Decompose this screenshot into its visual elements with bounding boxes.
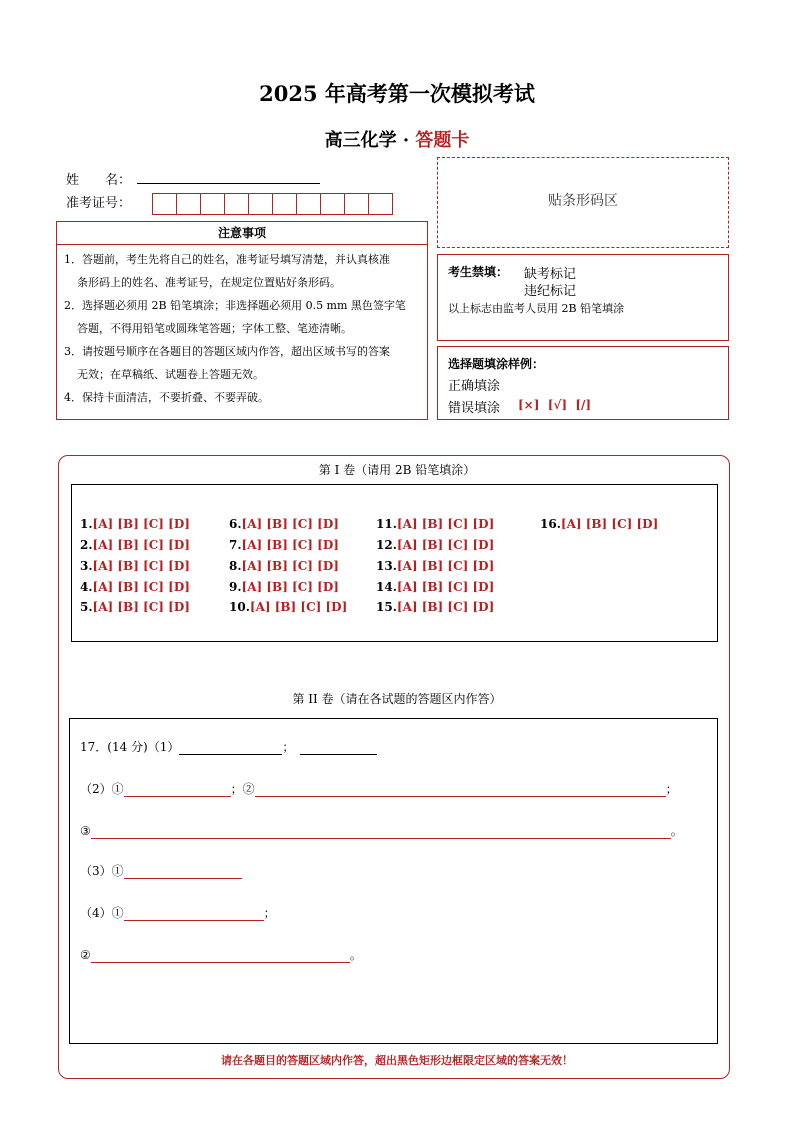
notice-line: 答题，不得用铅笔或圆珠笔答题；字体工整、笔迹清晰。	[77, 322, 352, 335]
barcode-label: 贴条形码区	[548, 193, 618, 209]
period: 。	[349, 948, 362, 962]
sample-box	[437, 346, 729, 420]
mcq-question	[80, 538, 190, 552]
mcq-question	[376, 517, 494, 531]
mcq-question	[80, 580, 190, 594]
answer-bubbles[interactable]: [A] [B] [C] [D]	[396, 559, 495, 573]
mcq-question	[229, 517, 339, 531]
answer-blank[interactable]	[91, 948, 350, 963]
answer-bubbles[interactable]: [A] [B] [C] [D]	[92, 600, 190, 614]
mcq-question	[376, 600, 494, 614]
subject-label: 高三化学 ·	[324, 130, 416, 151]
question-number: 13.	[376, 559, 397, 573]
answer-bubbles[interactable]: [A] [B] [C] [D]	[241, 517, 339, 531]
question-number: 8.	[229, 559, 242, 573]
exam-id-label: 准考证号：	[66, 196, 132, 211]
answer-bubbles[interactable]: [A] [B] [C] [D]	[92, 538, 190, 552]
name-field[interactable]	[137, 183, 320, 184]
id-digit-box[interactable]	[272, 193, 297, 215]
answer-blank[interactable]	[179, 740, 282, 755]
answer-bubbles[interactable]: [A] [B] [C] [D]	[396, 517, 495, 531]
notice-line: 无效；在草稿纸、试题卷上答题无效。	[77, 368, 264, 381]
notice-title: 注意事项	[217, 226, 266, 240]
violation-mark[interactable]: 违纪标记	[524, 284, 577, 299]
wrong-label: 错误填涂	[448, 401, 501, 416]
notice-box	[56, 244, 428, 420]
answer-blank[interactable]	[91, 824, 671, 839]
question-number: 14.	[376, 580, 397, 594]
mcq-question	[80, 559, 190, 573]
mcq-question	[540, 517, 658, 531]
question-number: 5.	[80, 600, 93, 614]
q17-line6	[80, 946, 362, 963]
wrong-marks: [×] [√] [/]	[518, 398, 592, 412]
question-number: 11.	[376, 517, 397, 531]
mcq-question	[376, 538, 494, 552]
answer-bubbles[interactable]: [A] [B] [C] [D]	[396, 538, 495, 552]
exam-id-boxes[interactable]	[152, 193, 392, 215]
circle-label: ②	[242, 782, 255, 796]
id-digit-box[interactable]	[152, 193, 177, 215]
id-digit-box[interactable]	[200, 193, 225, 215]
mcq-question	[80, 517, 190, 531]
question-number: 16.	[540, 517, 561, 531]
question-number: 1.	[80, 517, 93, 531]
part1-title: 第 I 卷（请用 2B 铅笔填涂）	[318, 463, 476, 477]
answer-bubbles[interactable]: [A] [B] [C] [D]	[241, 538, 339, 552]
q17-line5	[80, 904, 276, 921]
question-number: 3.	[80, 559, 93, 573]
period: 。	[670, 824, 683, 838]
sub-question-label: （4）①	[80, 906, 124, 920]
mcq-question	[229, 559, 339, 573]
question-number: 7.	[229, 538, 242, 552]
id-digit-box[interactable]	[320, 193, 345, 215]
correct-label: 正确填涂	[448, 379, 501, 394]
answer-blank[interactable]	[255, 782, 666, 797]
semicolon: ；	[230, 782, 243, 796]
circle-label: ③	[80, 824, 91, 838]
barcode-area	[437, 157, 729, 248]
id-digit-box[interactable]	[248, 193, 273, 215]
sub-question-label: （3）①	[80, 864, 124, 878]
circle-label: ②	[80, 948, 91, 962]
answer-blank[interactable]	[124, 906, 264, 921]
question-number: 6.	[229, 517, 242, 531]
sub-question-label: （2）①	[80, 782, 124, 796]
q17-line2	[80, 780, 678, 797]
q17-line4	[80, 862, 242, 879]
answer-bubbles[interactable]: [A] [B] [C] [D]	[396, 600, 495, 614]
semicolon: ；	[282, 740, 295, 754]
semicolon: ；	[263, 906, 276, 920]
id-digit-box[interactable]	[176, 193, 201, 215]
forbidden-box	[437, 254, 729, 341]
sample-title: 选择题填涂样例：	[448, 357, 545, 371]
footer-warning: 请在各题目的答题区域内作答，超出黑色矩形边框限定区域的答案无效！	[221, 1054, 573, 1067]
answer-bubbles[interactable]: [A] [B] [C] [D]	[241, 559, 339, 573]
answer-blank[interactable]	[300, 740, 377, 755]
answer-card-label: 答题卡	[415, 130, 470, 151]
id-digit-box[interactable]	[368, 193, 393, 215]
q17-line1	[80, 738, 377, 755]
q17-header: 17．(14 分)（1）	[80, 740, 180, 754]
notice-line: 1．答题前，考生先将自己的姓名，准考证号填写清楚，并认真核准	[64, 253, 390, 266]
forbidden-note: 以上标志由监考人员用 2B 铅笔填涂	[448, 302, 625, 315]
question-number: 9.	[229, 580, 242, 594]
id-digit-box[interactable]	[224, 193, 249, 215]
mcq-question	[376, 559, 494, 573]
exam-title: 2025 年高考第一次模拟考试	[259, 81, 535, 106]
forbidden-label: 考生禁填：	[448, 265, 509, 279]
part2-box	[69, 718, 718, 1044]
mcq-question	[229, 600, 347, 614]
answer-bubbles[interactable]: [A] [B] [C] [D]	[92, 517, 190, 531]
notice-line: 2．选择题必须用 2B 铅笔填涂；非选择题必须用 0.5 mm 黑色签字笔	[64, 299, 406, 312]
answer-blank[interactable]	[124, 864, 242, 879]
answer-bubbles[interactable]: [A] [B] [C] [D]	[241, 580, 339, 594]
mcq-question	[376, 580, 494, 594]
notice-line: 3．请按题号顺序在各题目的答题区域内作答，超出区域书写的答案	[64, 345, 390, 358]
question-number: 2.	[80, 538, 93, 552]
answer-bubbles[interactable]: [A] [B] [C] [D]	[92, 580, 190, 594]
answer-bubbles[interactable]: [A] [B] [C] [D]	[396, 580, 495, 594]
answer-bubbles[interactable]: [A] [B] [C] [D]	[92, 559, 190, 573]
question-number: 12.	[376, 538, 397, 552]
q17-line3	[80, 822, 683, 839]
mcq-question	[229, 538, 339, 552]
notice-header	[56, 221, 428, 245]
card-subtitle	[0, 126, 794, 152]
notice-line: 4．保持卡面清洁，不要折叠、不要弄破。	[64, 391, 269, 404]
id-digit-box[interactable]	[344, 193, 369, 215]
question-number: 15.	[376, 600, 397, 614]
absent-mark[interactable]: 缺考标记	[524, 267, 577, 282]
answer-blank[interactable]	[124, 782, 231, 797]
mcq-question	[229, 580, 339, 594]
mcq-question	[80, 600, 190, 614]
question-number: 10.	[229, 600, 250, 614]
answer-bubbles[interactable]: [A] [B] [C] [D]	[249, 600, 348, 614]
name-label: 姓 名：	[66, 173, 132, 188]
notice-line: 条形码上的姓名、准考证号，在规定位置贴好条形码。	[77, 276, 341, 289]
semicolon: ；	[665, 782, 678, 796]
id-digit-box[interactable]	[296, 193, 321, 215]
question-number: 4.	[80, 580, 93, 594]
answer-bubbles[interactable]: [A] [B] [C] [D]	[560, 517, 659, 531]
part2-title: 第 II 卷（请在各试题的答题区内作答）	[292, 692, 502, 706]
